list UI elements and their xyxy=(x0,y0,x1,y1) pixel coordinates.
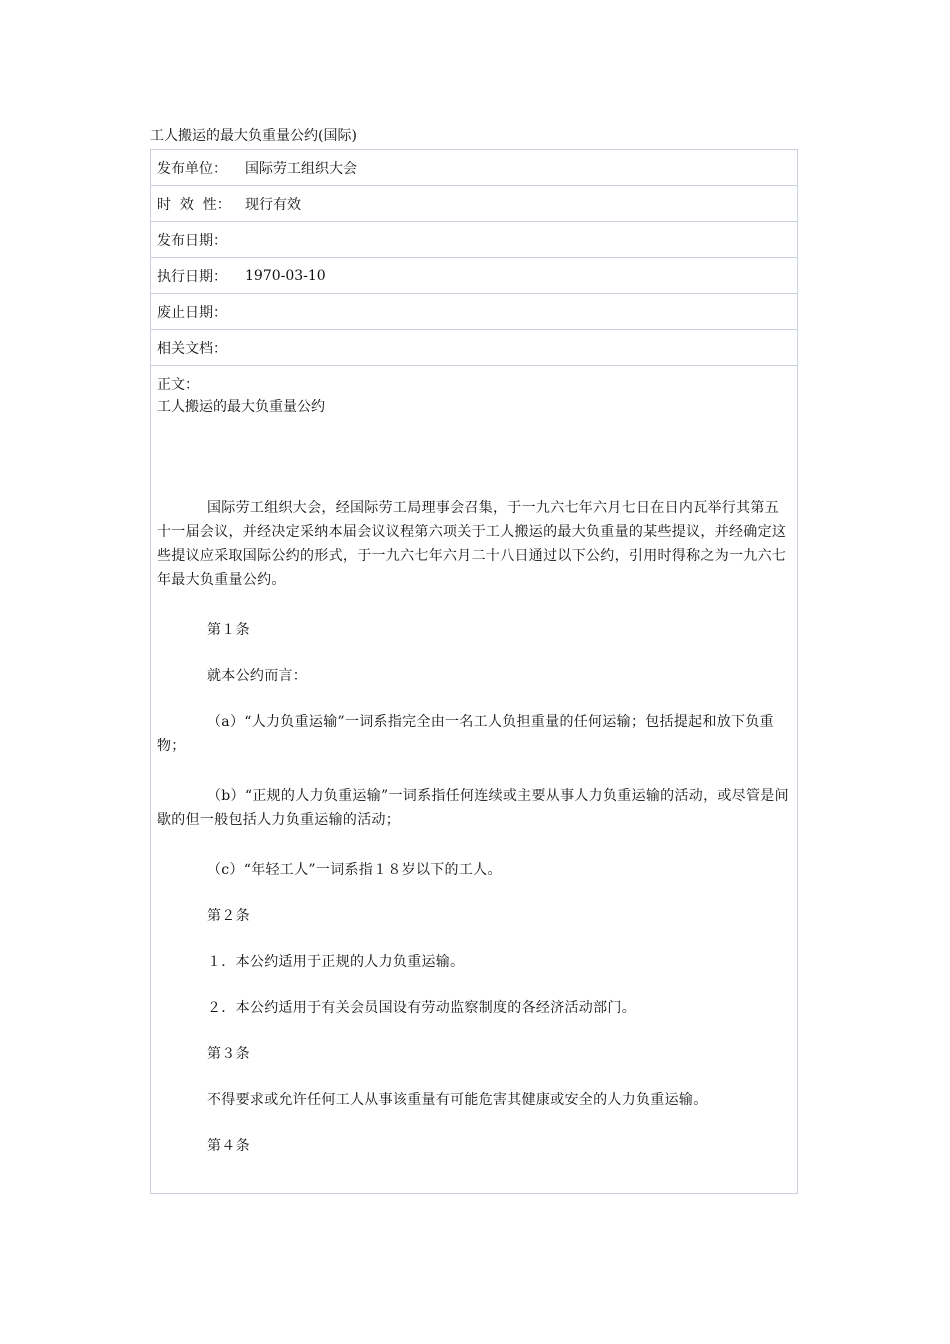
meta-row-effective-date xyxy=(151,258,797,294)
article-heading: 第３条 xyxy=(207,1046,250,1062)
paragraph: （b）“正规的人力负重运输”一词系指任何连续或主要从事人力负重运输的活动，或尽管是间歇的但一般包括人力负重运输的活动； xyxy=(157,788,789,828)
meta-label: 发布单位： xyxy=(157,160,227,177)
body-title: 工人搬运的最大负重量公约 xyxy=(157,399,325,415)
paragraph: （a）“人力负重运输”一词系指完全由一名工人负担重量的任何运输；包括提起和放下负重物； xyxy=(157,714,774,754)
preamble-paragraph: 国际劳工组织大会，经国际劳工局理事会召集，于一九六七年六月七日在日内瓦举行其第五十一届会议，并经决定采纳本届会议议程第六项关于工人搬运的最大负重量的某些提议，并经确定这些提议应采取国际公约的形式，于一九六七年六月二十八日通过以下公约，引用时得称之为一九六七年最大负重量公约。 xyxy=(157,500,787,588)
meta-value: 现行有效 xyxy=(245,196,301,213)
meta-label: 废止日期： xyxy=(157,304,227,321)
meta-value: 1970-03-10 xyxy=(245,267,326,284)
meta-label: 发布日期： xyxy=(157,232,227,249)
paragraph: 不得要求或允许任何工人从事该重量有可能危害其健康或安全的人力负重运输。 xyxy=(207,1092,708,1108)
meta-value: 国际劳工组织大会 xyxy=(245,160,357,177)
paragraph: 就本公约而言： xyxy=(207,668,308,684)
meta-row-validity xyxy=(151,186,797,222)
meta-label: 相关文档： xyxy=(157,340,227,357)
paragraph: （c）“年轻工人”一词系指１８岁以下的工人。 xyxy=(207,862,502,878)
meta-row-publisher xyxy=(151,150,797,186)
document-table xyxy=(150,149,798,1194)
article-heading: 第１条 xyxy=(207,622,250,638)
meta-label: 时 效 性： xyxy=(157,196,231,213)
article-heading: 第２条 xyxy=(207,908,250,924)
meta-row-repeal-date xyxy=(151,294,797,330)
body-label: 正文： xyxy=(157,377,199,393)
meta-label: 执行日期： xyxy=(157,268,227,285)
meta-row-publish-date xyxy=(151,222,797,258)
article-heading: 第４条 xyxy=(207,1138,250,1154)
paragraph: １．本公约适用于正规的人力负重运输。 xyxy=(207,954,465,970)
meta-row-related-docs xyxy=(151,330,797,366)
document-title: 工人搬运的最大负重量公约(国际) xyxy=(150,128,357,144)
body-section xyxy=(151,366,797,1158)
paragraph: ２．本公约适用于有关会员国设有劳动监察制度的各经济活动部门。 xyxy=(207,1000,636,1016)
